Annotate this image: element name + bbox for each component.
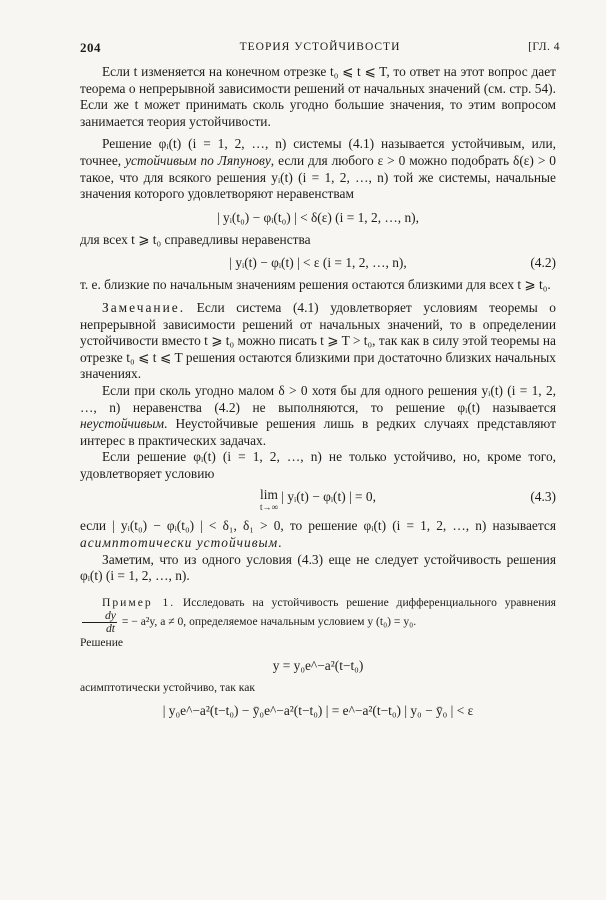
limit-word: lim xyxy=(260,487,278,503)
equation-text: y = y₀e^−a²(t−t₀) xyxy=(272,658,364,674)
example-label: Пример 1. xyxy=(102,595,176,609)
derivative-fraction xyxy=(82,610,117,635)
term-asymptotically-stable: асимптотически устойчивым xyxy=(80,535,279,551)
limit-subscript: t→∞ xyxy=(260,502,278,513)
running-title: ТЕОРИЯ УСТОЙЧИВОСТИ xyxy=(239,41,401,53)
paragraph-close-solutions: т. е. близкие по начальным значениям решения остаются близкими для всех t ⩾ t₀. xyxy=(80,277,551,293)
example-text-end: = − a²y, a ≠ 0, определяемое начальным условием y (t₀) = y₀. xyxy=(118,615,417,629)
equation-number: (4.2) xyxy=(530,255,556,271)
term-unstable: неустойчивым xyxy=(80,416,165,432)
fraction-denominator: dt xyxy=(105,622,115,636)
paragraph-definition-stability xyxy=(80,136,556,202)
page-number: 204 xyxy=(80,40,101,55)
unstable-text-start: Если при сколь угодно малом δ > 0 хотя бы для одного решения yᵢ(t) (i = 1, 2, …, n) неравенства (4.2) не выполняются, то решение φᵢ(t) называется xyxy=(80,382,556,415)
equation-initial-condition xyxy=(80,209,556,226)
paragraph-unstable xyxy=(80,383,556,449)
unstable-text-end: . Неустойчивые решения лишь в редких случаях представляют интерес в практических задачах. xyxy=(80,416,556,448)
equation-4-2 xyxy=(80,254,556,271)
fraction-numerator: dy xyxy=(82,610,117,623)
example-text-start: Исследовать на устойчивость решение дифференциального уравнения xyxy=(175,595,556,609)
definition-text-end: , если для любого ε > 0 можно подобрать δ(ε) > 0 такое, что для всякого решения yᵢ(t) (i = 1, 2, …, n) той же системы, начальные значения которого удовлетворяют неравенствам xyxy=(80,152,556,202)
chapter-marker: [ГЛ. 4 xyxy=(528,41,560,53)
limit-operator xyxy=(260,488,278,512)
remark-label: Замечание. xyxy=(102,299,186,315)
term-lyapunov-stable: устойчивым по Ляпунову xyxy=(125,152,271,168)
equation-text: | yᵢ(t) − φᵢ(t) | = 0, xyxy=(281,489,376,505)
definition-text-start: Решение φᵢ(t) (i = 1, 2, …, n) системы (4.1) называется устойчивым, или, точнее, xyxy=(80,136,556,168)
equation-text: | yᵢ(t) − φᵢ(t) | < ε (i = 1, 2, …, n), xyxy=(229,255,407,271)
equation-estimate xyxy=(80,702,556,719)
paragraph-for-all: для всех t ⩾ t₀ справедливы неравенства xyxy=(80,231,311,247)
example-block xyxy=(80,595,556,719)
asymptotic-text-start: если | yᵢ(t₀) − φᵢ(t₀) | < δ₁, δ₁ > 0, то решение φᵢ(t) (i = 1, 2, …, n) называется xyxy=(80,518,556,534)
equation-4-3 xyxy=(80,488,556,512)
paragraph-intro: Если t изменяется на конечном отрезке t₀ ⩽ t ⩽ T, то ответ на этот вопрос дает теорема о непрерывной зависимости решений от начальных значений (см. стр. 54). Если же t может принимать сколь угодно большие значения, то этим вопросом занимается теория устойчивости. xyxy=(80,64,556,129)
example-statement xyxy=(80,595,556,636)
equation-solution xyxy=(80,657,556,674)
page-body xyxy=(80,64,556,725)
equation-text: | yᵢ(t₀) − φᵢ(t₀) | < δ(ε) (i = 1, 2, …, n), xyxy=(217,209,419,225)
paragraph-asymptotic-def xyxy=(80,518,556,551)
equation-text: | y₀e^−a²(t−t₀) − ȳ₀e^−a²(t−t₀) | = e^−a²(t−t₀) | y₀ − ȳ₀ | < ε xyxy=(162,702,474,718)
paragraph-note: Заметим, что из одного условия (4.3) еще не следует устойчивость решения φᵢ(t) (i = 1, 2, …, n). xyxy=(80,551,556,584)
equation-number: (4.3) xyxy=(530,489,556,505)
running-header xyxy=(80,40,560,58)
paragraph-asymptotic-intro: Если решение φᵢ(t) (i = 1, 2, …, n) не только устойчиво, но, кроме того, удовлетворяет условию xyxy=(80,449,556,481)
asymptotic-text-end: . xyxy=(278,535,282,551)
example-conclusion: асимптотически устойчиво, так как xyxy=(80,681,256,695)
paragraph-remark xyxy=(80,300,556,383)
example-solution-label: Решение xyxy=(80,636,124,650)
remark-text: Если система (4.1) удовлетворяет условиям теоремы о непрерывной зависимости решений от начальных значений, то в определении устойчивости вместо t ⩾ t₀ можно писать t ⩾ T > t₀, так как в силу этой теоремы на отрезке t₀ ⩽ t ⩽ T решения остаются близкими при достаточно близких начальных значениях. xyxy=(80,299,556,382)
